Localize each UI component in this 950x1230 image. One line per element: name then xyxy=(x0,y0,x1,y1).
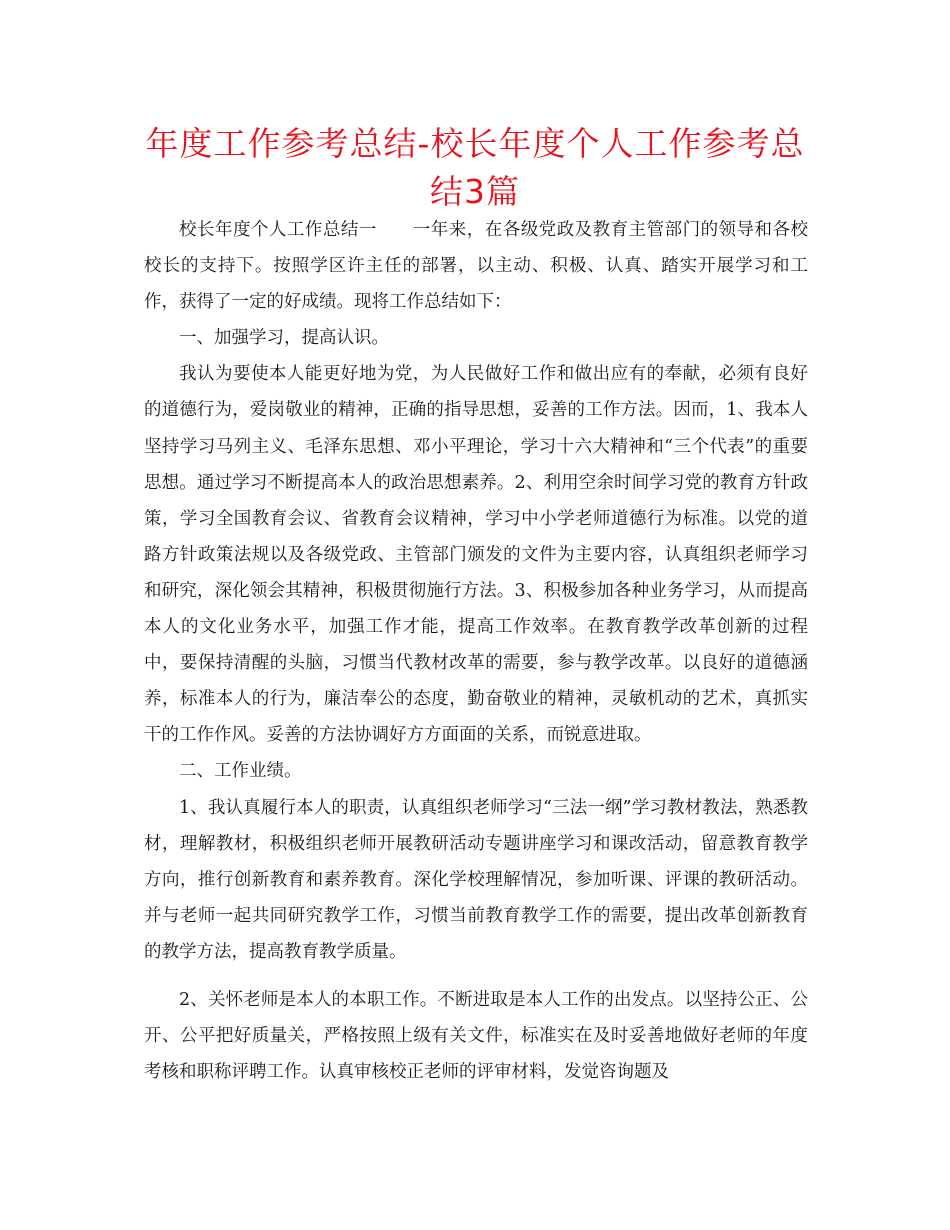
paragraph-study: 我认为要使本人能更好地为党，为人民做好工作和做出应有的奉献，必须有良好的道德行为，爱岗敬业的精神，正确的指导思想，妥善的工作方法。因而，1、我本人坚持学习马列主义、毛泽东思想、邓小平理论，学习十六大精神和“三个代表”的重要思想。通过学习不断提高本人的政治思想素养。2、利用空余时间学习党的教育方针政策，学习全国教育会议、省教育会议精神，学习中小学老师道德行为标准。以党的道路方针政策法规以及各级党政、主管部门颁发的文件为主要内容，认真组织老师学习和研究，深化领会其精神，积极贯彻施行方法。3、积极参加各种业务学习，从而提高本人的文化业务水平，加强工作才能，提高工作效率。在教育教学改革创新的过程中，要保持清醒的头脑，习惯当代教材改革的需要，参与教学改革。以良好的道德涵养，标准本人的行为，廉洁奉公的态度，勤奋敬业的精神，灵敏机动的艺术，真抓实干的工作作风。妥善的方法协调好方方面面的关系，而锐意进取。 xyxy=(144,364,808,746)
paragraph-intro: 校长年度个人工作总结一 一年来，在各级党政及教育主管部门的领导和各校校长的支持下。按照学区许主任的部署，以主动、积极、认真、踏实开展学习和工作，获得了一定的好成绩。现将工作总结如下： xyxy=(144,220,808,313)
document-body xyxy=(144,212,808,1090)
paragraph-achievement-1: 1、我认真履行本人的职责，认真组织老师学习“三法一纲”学习教材教法，熟悉教材，理解教材，积极组织老师开展教研活动专题讲座学习和课改活动，留意教育教学方向，推行创新教育和素养教育。深化学校理解情况，参加听课、评课的教研活动。并与老师一起共同研究教学工作，习惯当前教育教学工作的需要，提出改革创新教育的教学方法，提高教育教学质量。 xyxy=(144,797,808,962)
document-title: 年度工作参考总结-校长年度个人工作参考总结3篇 xyxy=(145,124,805,211)
section-heading-study: 一、加强学习，提高认识。 xyxy=(179,328,389,349)
section-heading-achievements: 二、工作业绩。 xyxy=(179,761,302,782)
paragraph-achievement-2: 2、关怀老师是本人的本职工作。不断进取是本人工作的出发点。以坚持公正、公开、公平把好质量关，严格按照上级有关文件，标准实在及时妥善地做好老师的年度考核和职称评聘工作。认真审核校正老师的评审材料，发觉咨询题及 xyxy=(144,989,808,1083)
